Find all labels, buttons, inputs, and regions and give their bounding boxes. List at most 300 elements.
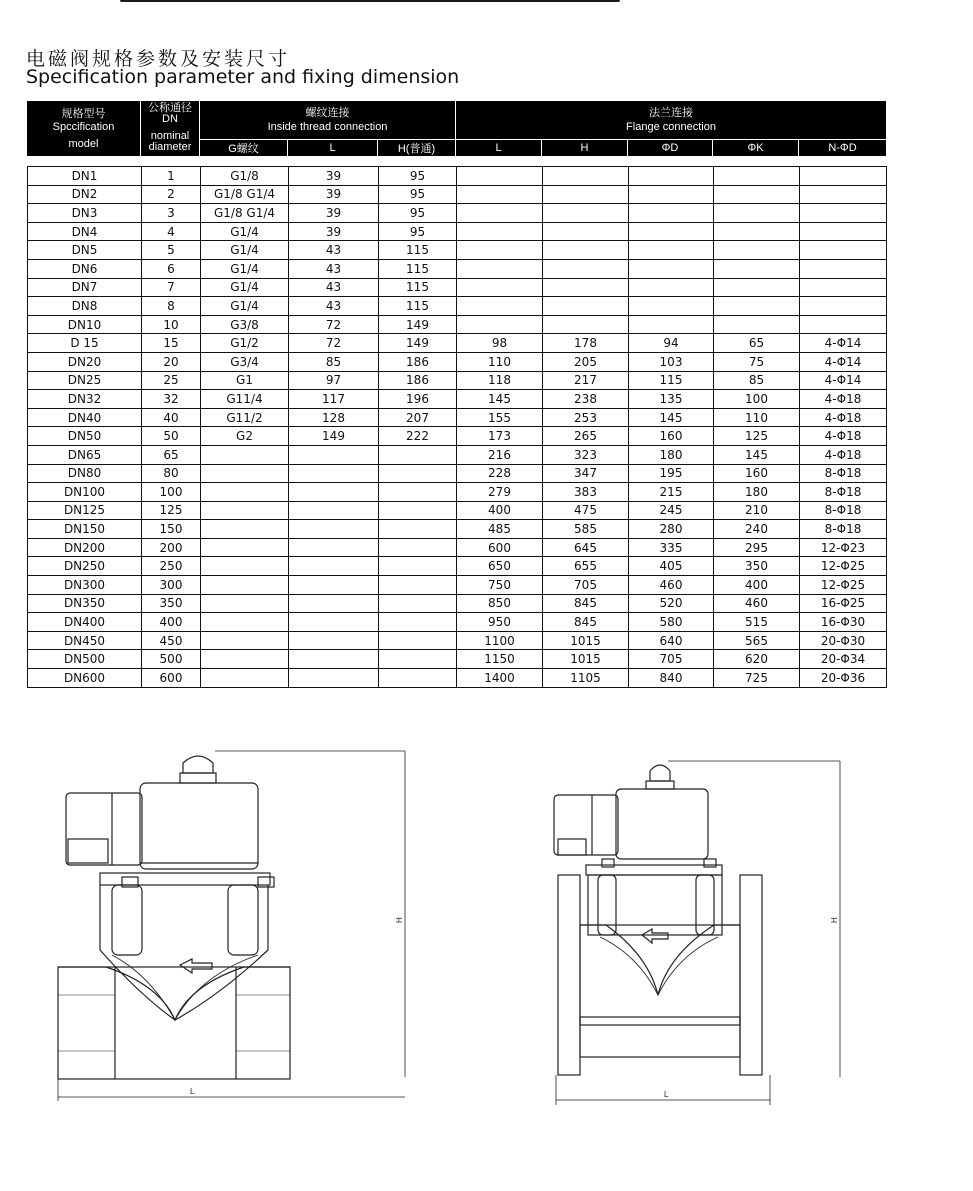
header-dn-short: DN (162, 113, 178, 125)
table-cell (629, 241, 714, 260)
table-cell: 110 (457, 352, 543, 371)
table-cell: 20 (142, 352, 201, 371)
table-cell: 200 (142, 538, 201, 557)
table-cell: 20-Φ30 (800, 631, 887, 650)
table-cell: 216 (457, 445, 543, 464)
subheader-thread-l: L (288, 140, 378, 156)
table-cell: 117 (289, 390, 379, 409)
table-cell: 520 (629, 594, 714, 613)
table-cell: 145 (714, 445, 800, 464)
table-cell (800, 315, 887, 334)
table-cell: DN40 (28, 408, 142, 427)
table-cell (629, 297, 714, 316)
table-cell: 8-Φ18 (800, 501, 887, 520)
table-cell: 80 (142, 464, 201, 483)
table-cell: G11/2 (201, 408, 289, 427)
table-cell (457, 259, 543, 278)
table-cell: 39 (289, 167, 379, 186)
table-cell (714, 315, 800, 334)
header-dn (141, 101, 200, 156)
table-cell: 115 (379, 241, 457, 260)
table-cell: 323 (543, 445, 629, 464)
table-cell: 850 (457, 594, 543, 613)
subheader-flange-h: H (542, 140, 628, 156)
dim-h-label-right: H (830, 917, 839, 923)
table-cell: 383 (543, 483, 629, 502)
table-cell (457, 315, 543, 334)
table-cell: 350 (714, 557, 800, 576)
table-cell: G1/8 G1/4 (201, 204, 289, 223)
table-row (28, 334, 887, 353)
table-cell (800, 204, 887, 223)
table-cell: 1400 (457, 669, 543, 688)
table-cell: 705 (629, 650, 714, 669)
header-thread-group (200, 101, 456, 139)
table-cell (379, 557, 457, 576)
table-cell: DN4 (28, 222, 142, 241)
table-cell: 115 (379, 259, 457, 278)
table-cell: DN5 (28, 241, 142, 260)
table-row (28, 390, 887, 409)
table-cell (289, 613, 379, 632)
table-row (28, 520, 887, 539)
header-spec-model-en1: Spccification (52, 121, 115, 133)
table-cell: 4 (142, 222, 201, 241)
table-cell (289, 557, 379, 576)
table-cell (201, 483, 289, 502)
table-cell: 845 (543, 594, 629, 613)
dim-l-label-right: L (664, 1090, 669, 1099)
table-cell (379, 483, 457, 502)
table-cell: DN10 (28, 315, 142, 334)
table-row (28, 204, 887, 223)
table-row (28, 613, 887, 632)
table-cell (201, 650, 289, 669)
table-cell (289, 483, 379, 502)
table-cell: 100 (714, 390, 800, 409)
table-cell: D 15 (28, 334, 142, 353)
table-cell: 335 (629, 538, 714, 557)
table-cell: G1/8 (201, 167, 289, 186)
table-cell (457, 185, 543, 204)
table-cell (289, 445, 379, 464)
table-cell: 350 (142, 594, 201, 613)
table-cell: 347 (543, 464, 629, 483)
table-cell: 149 (289, 427, 379, 446)
table-cell: 15 (142, 334, 201, 353)
table-cell: DN600 (28, 669, 142, 688)
table-cell: 128 (289, 408, 379, 427)
table-cell (714, 259, 800, 278)
table-cell (379, 576, 457, 595)
table-cell: 600 (457, 538, 543, 557)
table-cell (543, 204, 629, 223)
table-cell: 195 (629, 464, 714, 483)
table-cell: 186 (379, 371, 457, 390)
table-cell: 94 (629, 334, 714, 353)
table-cell: 4-Φ18 (800, 427, 887, 446)
table-cell: 4-Φ18 (800, 408, 887, 427)
table-cell: 475 (543, 501, 629, 520)
table-cell: 145 (629, 408, 714, 427)
table-cell: 265 (543, 427, 629, 446)
table-cell (714, 222, 800, 241)
table-cell: 5 (142, 241, 201, 260)
table-cell (457, 241, 543, 260)
table-cell (629, 204, 714, 223)
table-cell (457, 204, 543, 223)
table-cell (289, 464, 379, 483)
header-spec-model (27, 101, 141, 156)
table-row (28, 408, 887, 427)
table-row (28, 315, 887, 334)
table-cell (543, 241, 629, 260)
table-cell: 8 (142, 297, 201, 316)
table-cell (289, 631, 379, 650)
table-cell (201, 520, 289, 539)
table-cell: 12-Φ25 (800, 576, 887, 595)
header-thread-en: Inside thread connection (267, 121, 388, 133)
table-cell: 186 (379, 352, 457, 371)
table-cell: 95 (379, 204, 457, 223)
table-cell: 72 (289, 334, 379, 353)
table-row (28, 631, 887, 650)
table-cell (201, 613, 289, 632)
table-cell: 400 (714, 576, 800, 595)
table-cell (201, 669, 289, 688)
table-cell: 500 (142, 650, 201, 669)
table-cell (379, 631, 457, 650)
table-cell (629, 185, 714, 204)
table-cell (289, 669, 379, 688)
table-cell: 1015 (543, 650, 629, 669)
table-cell: 180 (714, 483, 800, 502)
table-cell: 32 (142, 390, 201, 409)
table-row (28, 501, 887, 520)
table-cell: 7 (142, 278, 201, 297)
table-cell: 65 (714, 334, 800, 353)
table-cell: G11/4 (201, 390, 289, 409)
table-cell: DN20 (28, 352, 142, 371)
table-cell: 16-Φ30 (800, 613, 887, 632)
table-cell: 6 (142, 259, 201, 278)
table-cell: 4-Φ14 (800, 371, 887, 390)
table-cell (201, 631, 289, 650)
table-cell: G2 (201, 427, 289, 446)
table-cell: 65 (142, 445, 201, 464)
table-cell (379, 464, 457, 483)
table-cell: G1/4 (201, 278, 289, 297)
table-cell: 20-Φ36 (800, 669, 887, 688)
table-cell: 75 (714, 352, 800, 371)
table-cell: DN250 (28, 557, 142, 576)
table-cell (714, 185, 800, 204)
table-cell: G1/2 (201, 334, 289, 353)
table-cell (379, 594, 457, 613)
page-title-en: Specification parameter and fixing dimension (26, 66, 460, 88)
header-dn-en2: diameter (148, 141, 192, 153)
header-spec-model-cn: 规格型号 (61, 108, 106, 120)
table-cell (201, 501, 289, 520)
table-cell: 295 (714, 538, 800, 557)
table-row (28, 594, 887, 613)
table-cell: 950 (457, 613, 543, 632)
spec-table-body (28, 167, 887, 688)
table-cell: DN3 (28, 204, 142, 223)
table-cell: 405 (629, 557, 714, 576)
table-cell: 173 (457, 427, 543, 446)
cropped-heading-bar (120, 0, 620, 2)
table-row (28, 483, 887, 502)
table-row (28, 241, 887, 260)
table-cell (379, 669, 457, 688)
table-cell (289, 576, 379, 595)
table-cell: 50 (142, 427, 201, 446)
table-row (28, 669, 887, 688)
table-cell (201, 538, 289, 557)
table-cell (800, 222, 887, 241)
table-cell: G1/8 G1/4 (201, 185, 289, 204)
table-cell: 150 (142, 520, 201, 539)
table-cell: 10 (142, 315, 201, 334)
table-cell: 217 (543, 371, 629, 390)
table-cell: 98 (457, 334, 543, 353)
table-cell: 100 (142, 483, 201, 502)
table-cell: 4-Φ14 (800, 334, 887, 353)
page-title-cn: 电磁阀规格参数及安装尺寸 (26, 48, 291, 70)
table-cell: G1/4 (201, 297, 289, 316)
table-cell: 655 (543, 557, 629, 576)
subheader-flange-n-d: N-ΦD (828, 142, 857, 154)
table-cell: DN25 (28, 371, 142, 390)
table-cell: 450 (142, 631, 201, 650)
table-cell: 85 (714, 371, 800, 390)
table-cell: 125 (142, 501, 201, 520)
table-cell: 580 (629, 613, 714, 632)
table-cell (800, 241, 887, 260)
table-cell: 95 (379, 167, 457, 186)
table-cell: G1/4 (201, 241, 289, 260)
table-row (28, 445, 887, 464)
table-cell: 280 (629, 520, 714, 539)
table-header (27, 101, 886, 156)
table-cell (201, 445, 289, 464)
table-cell (714, 278, 800, 297)
table-cell: 245 (629, 501, 714, 520)
table-row (28, 297, 887, 316)
table-cell: 20-Φ34 (800, 650, 887, 669)
table-cell (714, 241, 800, 260)
table-cell: 115 (379, 278, 457, 297)
table-cell: 149 (379, 315, 457, 334)
table-cell: 400 (457, 501, 543, 520)
table-cell: 125 (714, 427, 800, 446)
table-cell (201, 576, 289, 595)
subheader-flange-d: ΦD (628, 140, 713, 156)
table-row (28, 222, 887, 241)
table-row (28, 259, 887, 278)
table-cell: DN65 (28, 445, 142, 464)
table-cell: DN300 (28, 576, 142, 595)
table-cell: 8-Φ18 (800, 483, 887, 502)
table-cell: 43 (289, 278, 379, 297)
table-cell: 149 (379, 334, 457, 353)
table-cell: DN125 (28, 501, 142, 520)
table-row (28, 538, 887, 557)
table-cell: 1105 (543, 669, 629, 688)
subheader-flange-l: L (456, 140, 542, 156)
table-cell (543, 315, 629, 334)
spec-table (27, 166, 887, 688)
table-cell: 215 (629, 483, 714, 502)
table-row (28, 167, 887, 186)
table-cell: 210 (714, 501, 800, 520)
flanged-valve-drawing (548, 755, 858, 1110)
table-cell: 12-Φ23 (800, 538, 887, 557)
table-cell: 585 (543, 520, 629, 539)
table-cell: 43 (289, 297, 379, 316)
table-cell: 72 (289, 315, 379, 334)
header-flange-cn: 法兰连接 (649, 107, 693, 119)
table-cell (379, 520, 457, 539)
table-row (28, 557, 887, 576)
table-cell (543, 185, 629, 204)
table-cell (289, 650, 379, 669)
table-row (28, 352, 887, 371)
table-cell (457, 222, 543, 241)
table-cell: 145 (457, 390, 543, 409)
table-cell (379, 538, 457, 557)
dim-h-label-left: H (395, 917, 404, 923)
table-cell: 8-Φ18 (800, 464, 887, 483)
table-cell: 180 (629, 445, 714, 464)
table-cell: 16-Φ25 (800, 594, 887, 613)
table-cell (457, 297, 543, 316)
table-cell: DN6 (28, 259, 142, 278)
table-cell: 1150 (457, 650, 543, 669)
table-cell: 2 (142, 185, 201, 204)
table-cell: 460 (629, 576, 714, 595)
table-cell (457, 167, 543, 186)
dim-l-label-left: L (190, 1087, 195, 1096)
table-cell (289, 594, 379, 613)
table-cell (800, 259, 887, 278)
table-cell: 705 (543, 576, 629, 595)
table-cell: G3/4 (201, 352, 289, 371)
subheader-g-thread: G螺纹 (200, 140, 288, 156)
table-cell: DN32 (28, 390, 142, 409)
table-cell: 135 (629, 390, 714, 409)
table-cell (714, 167, 800, 186)
table-cell: 1015 (543, 631, 629, 650)
table-cell: 460 (714, 594, 800, 613)
table-cell: 279 (457, 483, 543, 502)
table-cell: 39 (289, 204, 379, 223)
table-cell: 1 (142, 167, 201, 186)
table-cell: 565 (714, 631, 800, 650)
table-cell: DN200 (28, 538, 142, 557)
table-cell (543, 297, 629, 316)
table-row (28, 371, 887, 390)
table-cell: 238 (543, 390, 629, 409)
table-cell: DN450 (28, 631, 142, 650)
table-row (28, 185, 887, 204)
table-cell: 205 (543, 352, 629, 371)
table-cell: 515 (714, 613, 800, 632)
table-cell: 43 (289, 241, 379, 260)
table-cell: 95 (379, 222, 457, 241)
table-cell: 840 (629, 669, 714, 688)
table-cell: 118 (457, 371, 543, 390)
table-cell: 160 (714, 464, 800, 483)
table-cell: 600 (142, 669, 201, 688)
table-cell: DN80 (28, 464, 142, 483)
table-cell: G1/4 (201, 222, 289, 241)
table-cell: 43 (289, 259, 379, 278)
table-cell: 178 (543, 334, 629, 353)
table-cell (289, 520, 379, 539)
table-cell (543, 278, 629, 297)
table-cell: 400 (142, 613, 201, 632)
table-cell (714, 297, 800, 316)
table-cell: 95 (379, 185, 457, 204)
table-cell: 4-Φ18 (800, 445, 887, 464)
table-cell (543, 167, 629, 186)
table-cell: 3 (142, 204, 201, 223)
table-cell: 240 (714, 520, 800, 539)
header-dn-en1: nominal (150, 130, 190, 142)
table-cell: 485 (457, 520, 543, 539)
table-cell (379, 501, 457, 520)
table-cell: DN2 (28, 185, 142, 204)
table-cell (289, 501, 379, 520)
table-cell: DN150 (28, 520, 142, 539)
table-row (28, 278, 887, 297)
header-spec-model-en2: model (68, 138, 99, 150)
table-cell (800, 278, 887, 297)
table-cell (629, 278, 714, 297)
table-cell: G1/4 (201, 259, 289, 278)
table-cell: DN350 (28, 594, 142, 613)
table-cell: 85 (289, 352, 379, 371)
table-cell (379, 613, 457, 632)
table-cell: 97 (289, 371, 379, 390)
table-cell: 253 (543, 408, 629, 427)
table-cell: 845 (543, 613, 629, 632)
table-cell: 4-Φ18 (800, 390, 887, 409)
table-cell (629, 167, 714, 186)
table-row (28, 576, 887, 595)
table-cell: DN1 (28, 167, 142, 186)
subheader-flange-k: ΦK (713, 140, 799, 156)
table-cell (201, 594, 289, 613)
table-cell (800, 297, 887, 316)
table-cell: 110 (714, 408, 800, 427)
table-cell (543, 222, 629, 241)
table-cell (714, 204, 800, 223)
table-cell: 725 (714, 669, 800, 688)
table-cell: 4-Φ14 (800, 352, 887, 371)
table-cell: 1100 (457, 631, 543, 650)
table-cell: 160 (629, 427, 714, 446)
table-cell: 640 (629, 631, 714, 650)
table-cell: 650 (457, 557, 543, 576)
table-cell: 196 (379, 390, 457, 409)
table-cell: DN50 (28, 427, 142, 446)
table-cell (629, 259, 714, 278)
header-thread-cn: 螺纹连接 (305, 107, 350, 119)
table-cell (800, 185, 887, 204)
